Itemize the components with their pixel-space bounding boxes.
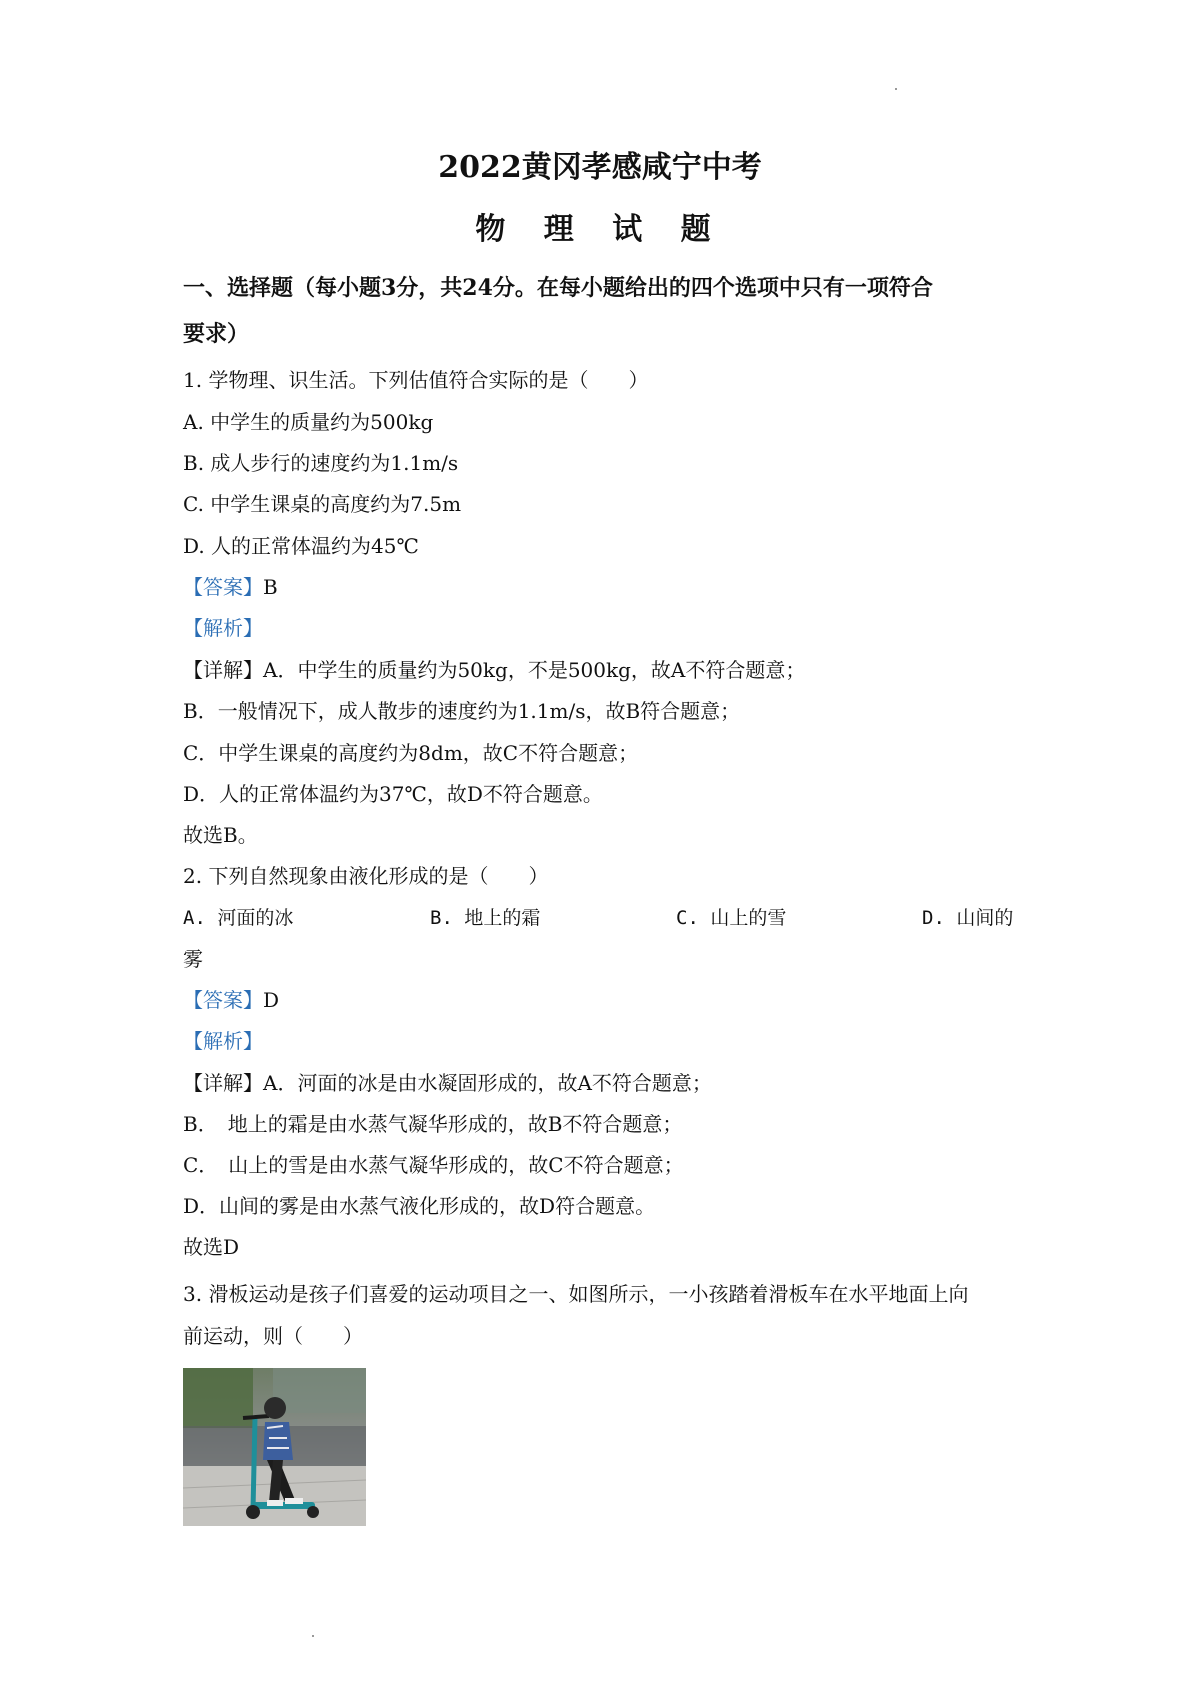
q2-stem: 2. 下列自然现象由液化形成的是（ ） bbox=[183, 864, 549, 888]
q1-stem: 1. 学物理、识生活。下列估值符合实际的是（ ） bbox=[183, 368, 649, 392]
q2-option-wrap: 雾 bbox=[183, 947, 203, 971]
q2-option-c: C. 山上的雪 bbox=[676, 907, 787, 929]
q2-option-a: A. 河面的冰 bbox=[183, 907, 294, 929]
q1-conclusion: 故选B。 bbox=[183, 823, 258, 847]
exam-subtitle: 物 理 试 题 bbox=[475, 212, 725, 247]
q1-detail-d: D．人的正常体温约为37℃，故D不符合题意。 bbox=[183, 782, 603, 806]
q1-option-c: C. 中学生课桌的高度约为7.5m bbox=[183, 492, 462, 516]
q2-detail-b: B． 地上的霜是由水蒸气凝华形成的，故B不符合题意； bbox=[183, 1112, 683, 1136]
q2-detail-a: 【详解】A．河面的冰是由水凝固形成的，故A不符合题意； bbox=[183, 1071, 712, 1095]
q2-detail-d: D．山间的雾是由水蒸气液化形成的，故D符合题意。 bbox=[183, 1194, 656, 1218]
q1-detail-c: C．中学生课桌的高度约为8dm，故C不符合题意； bbox=[183, 741, 639, 765]
q1-option-d: D. 人的正常体温约为45℃ bbox=[183, 534, 419, 558]
answer-value: D bbox=[263, 988, 280, 1012]
answer-tag: 【答案】 bbox=[183, 988, 263, 1012]
q2-answer bbox=[183, 986, 279, 1014]
q2-option-d: D. 山间的 bbox=[922, 907, 1014, 929]
q1-analysis-tag: 【解析】 bbox=[183, 616, 263, 640]
scan-dot bbox=[312, 1635, 314, 1637]
q1-answer bbox=[183, 573, 278, 601]
q2-conclusion: 故选D bbox=[183, 1235, 240, 1259]
scooter-photo bbox=[183, 1368, 366, 1526]
q1-option-b: B. 成人步行的速度约为1.1m/s bbox=[183, 451, 459, 475]
q3-stem-line1: 3. 滑板运动是孩子们喜爱的运动项目之一、如图所示，一小孩踏着滑板车在水平地面上向 bbox=[183, 1282, 969, 1306]
answer-tag: 【答案】 bbox=[183, 575, 263, 599]
q2-detail-c: C． 山上的雪是由水蒸气凝华形成的，故C不符合题意； bbox=[183, 1153, 684, 1177]
q1-option-a: A. 中学生的质量约为500kg bbox=[183, 410, 434, 434]
q2-analysis-tag: 【解析】 bbox=[183, 1029, 263, 1053]
section-heading-line1: 一、选择题（每小题3分，共24分。在每小题给出的四个选项中只有一项符合 bbox=[183, 275, 933, 301]
q2-option-b: B. 地上的霜 bbox=[430, 907, 541, 929]
q3-stem-line2: 前运动，则（ ） bbox=[183, 1324, 363, 1348]
exam-title: 2022黄冈孝感咸宁中考 bbox=[438, 150, 762, 185]
q1-detail-a: 【详解】A．中学生的质量约为50kg，不是500kg，故A不符合题意； bbox=[183, 658, 806, 682]
q1-detail-b: B．一般情况下，成人散步的速度约为1.1m/s，故B符合题意； bbox=[183, 699, 741, 723]
section-heading-line2: 要求） bbox=[183, 321, 250, 347]
answer-value: B bbox=[263, 575, 278, 599]
scan-dot bbox=[895, 88, 897, 90]
